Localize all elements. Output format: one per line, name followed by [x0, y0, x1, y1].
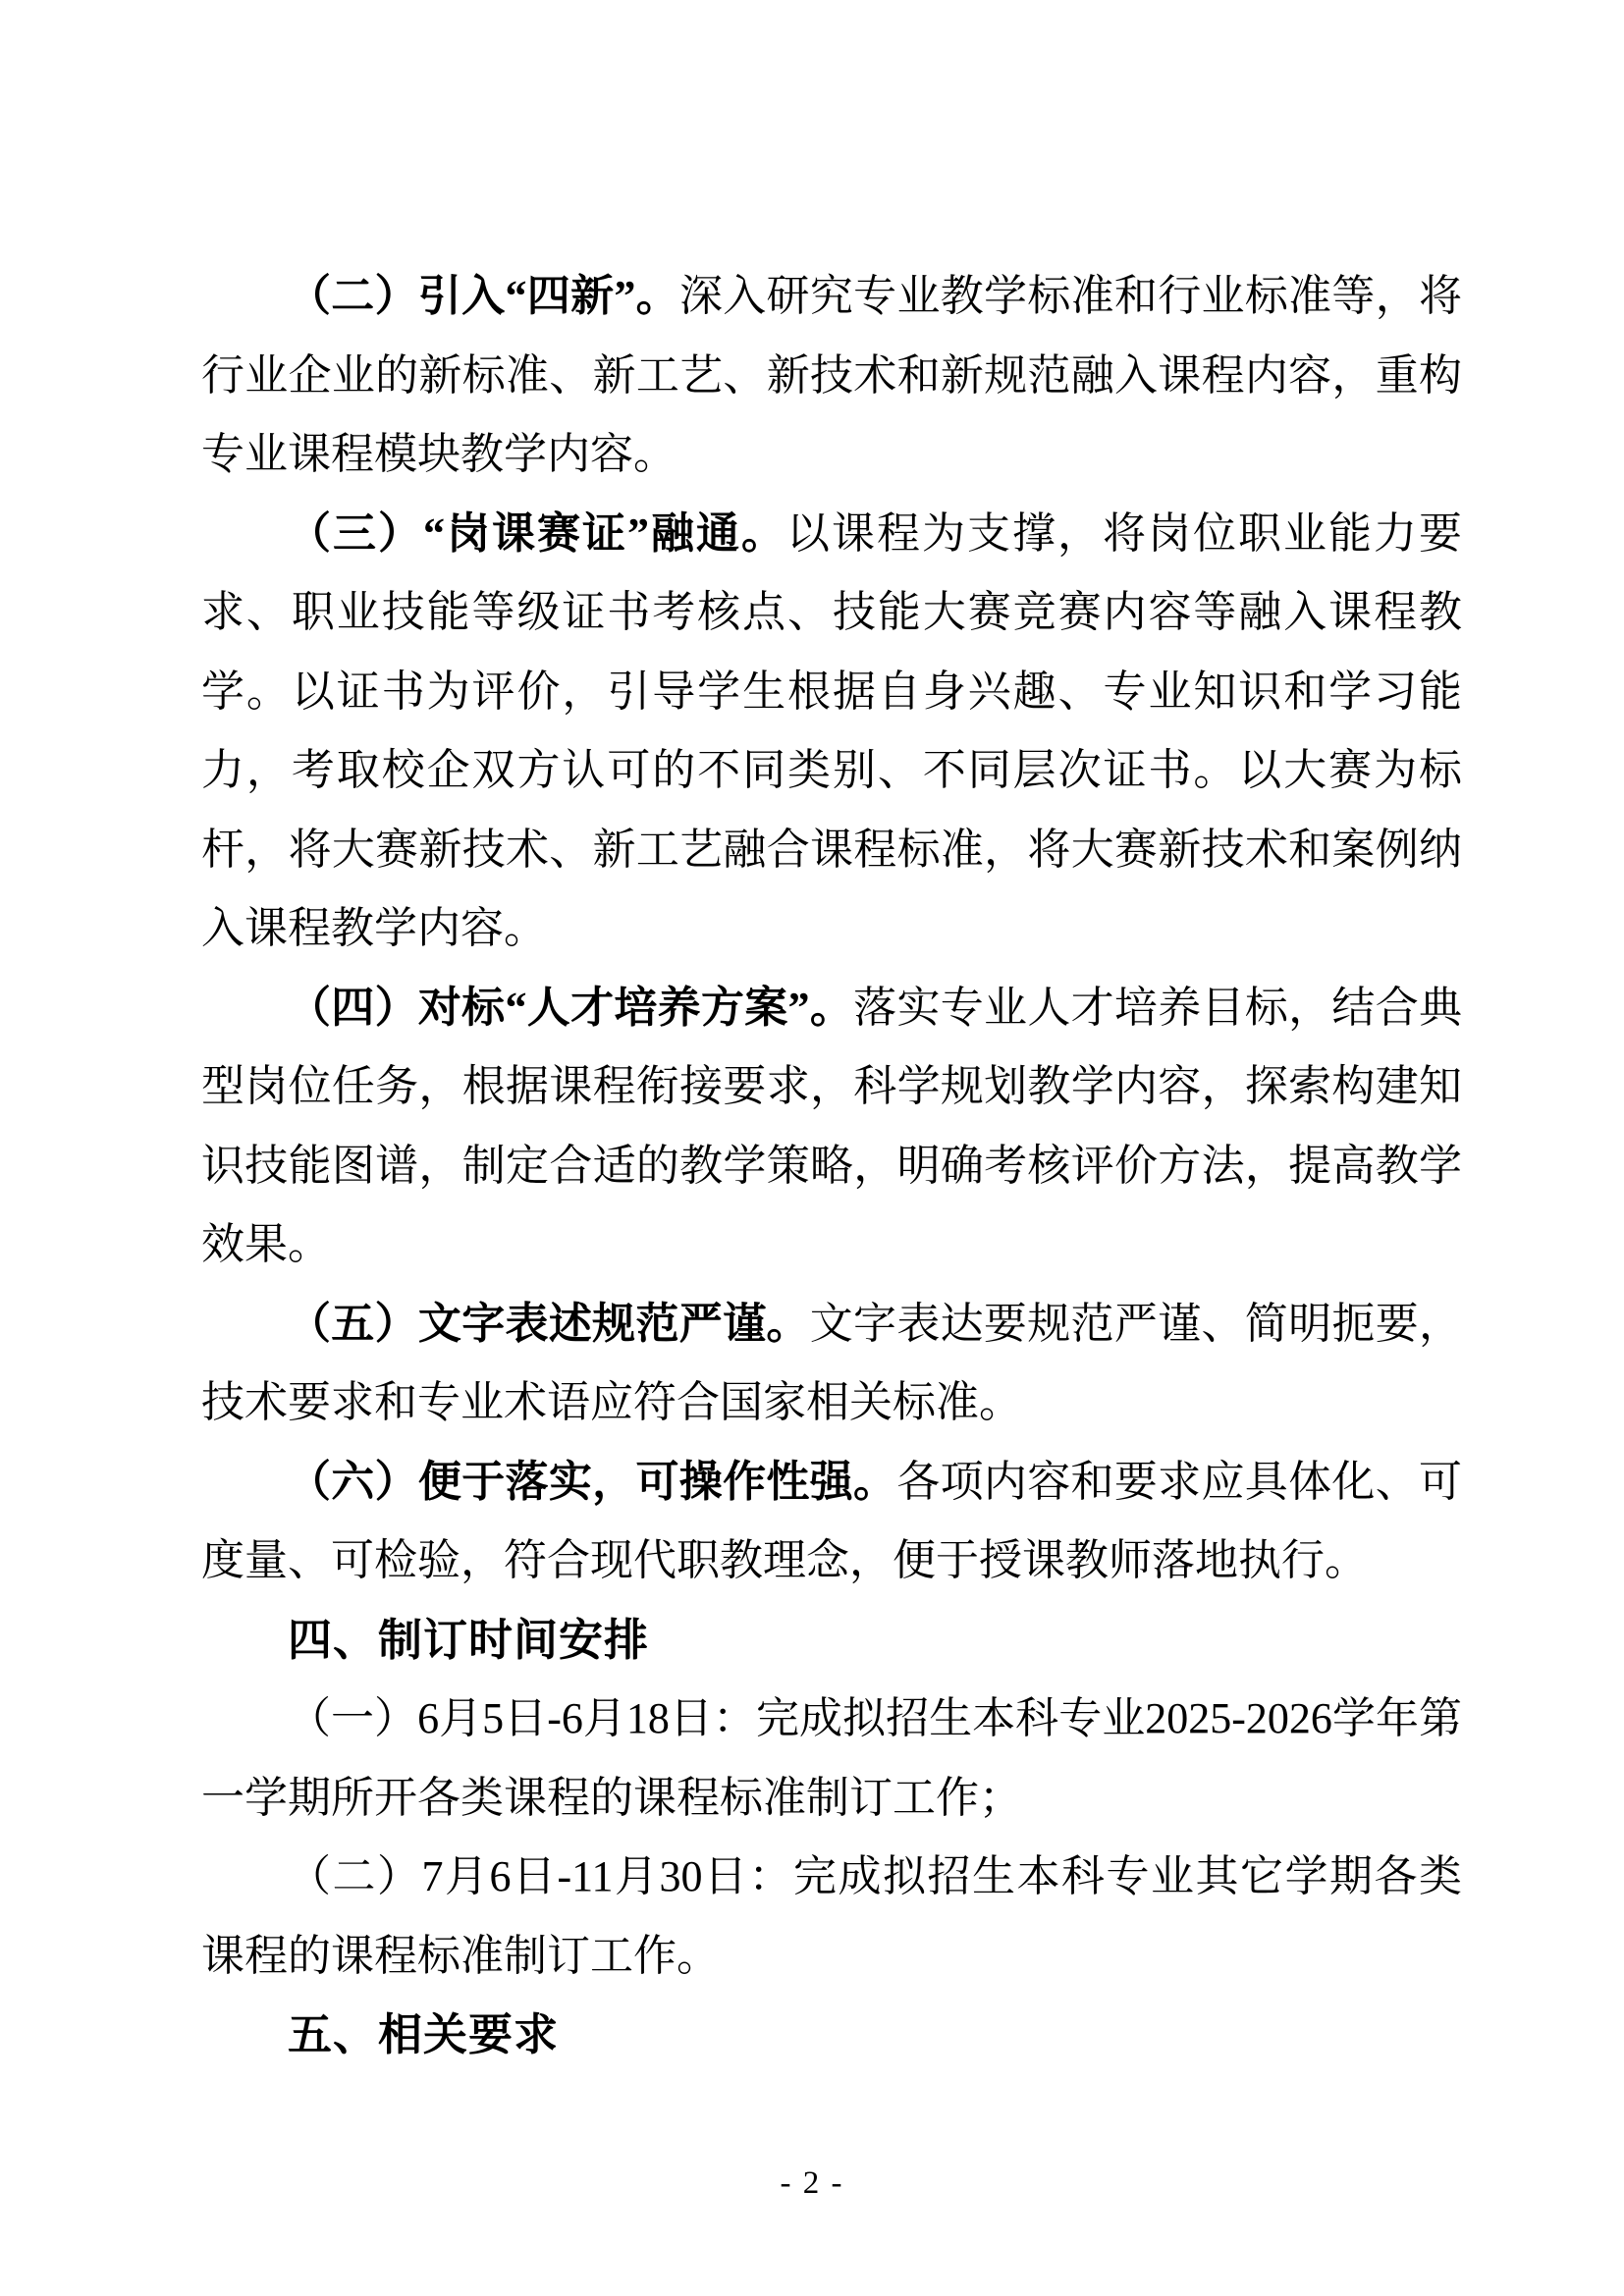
- paragraph-item-3: [201, 495, 1462, 969]
- paragraph-schedule-2: [201, 1838, 1462, 1996]
- paragraph-lead: （三）“岗课赛证”融通。: [288, 508, 786, 558]
- paragraph-lead: （四）对标“人才培养方案”。: [288, 983, 854, 1032]
- paragraph-text: 各项内容和要求应具体化、可度量、可检验，符合现代职教理念，便于授课教师落地执行。: [201, 1457, 1463, 1584]
- paragraph-text: （二）7月6日-11月30日：完成拟招生本科专业其它学期各类课程的课程标准制订工作。: [201, 1852, 1462, 1980]
- paragraph-lead: （五）文字表述规范严谨。: [288, 1299, 810, 1348]
- paragraph-lead: （二）引入“四新”。: [288, 272, 679, 320]
- paragraph-text: 落实专业人才培养目标，结合典型岗位任务，根据课程衔接要求，科学规划教学内容，探索构建知识技能图谱，制定合适的教学策略，明确考核评价方法，提高教学效果。: [201, 983, 1463, 1268]
- section-heading-4: 四、制订时间安排: [288, 1614, 650, 1665]
- page-number: - 2 -: [780, 2165, 844, 2201]
- section-heading-5: 五、相关要求: [288, 2009, 560, 2059]
- document-body: [201, 257, 1462, 2075]
- paragraph-text: 以课程为支撑，将岗位职业能力要求、职业技能等级证书考核点、技能大赛竞赛内容等融入课程教学。以证书为评价，引导学生根据自身兴趣、专业知识和学习能力，考取校企双方认可的不同类别、不同层次证书。以大赛为标杆，将大赛新技术、新工艺融合课程标准，将大赛新技术和案例纳入课程教学内容。: [201, 508, 1462, 952]
- paragraph-item-2: [201, 257, 1462, 495]
- paragraph-item-6: [201, 1443, 1462, 1601]
- paragraph-text: （一）6月5日-6月18日：完成拟招生本科专业2025-2026学年第一学期所开各类课程的课程标准制订工作；: [201, 1694, 1462, 1822]
- paragraph-lead: （六）便于落实，可操作性强。: [288, 1457, 897, 1506]
- paragraph-item-4: [201, 969, 1462, 1285]
- paragraph-item-5: [201, 1285, 1462, 1443]
- paragraph-text: 文字表达要规范严谨、简明扼要，技术要求和专业术语应符合国家相关标准。: [201, 1299, 1463, 1426]
- paragraph-schedule-1: [201, 1680, 1462, 1838]
- paragraph-text: 深入研究专业教学标准和行业标准等，将行业企业的新标准、新工艺、新技术和新规范融入课程内容，重构专业课程模块教学内容。: [201, 272, 1463, 478]
